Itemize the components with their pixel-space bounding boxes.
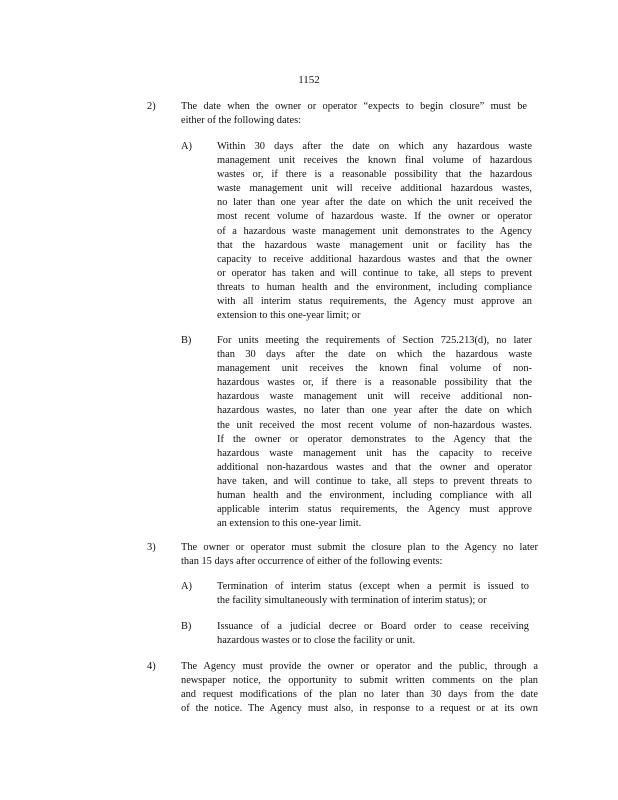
text-line: hazardous wastes, no later than one year after the date on which — [217, 405, 532, 417]
text-line: than 30 days after the date on which the hazardous waste — [217, 349, 532, 361]
text-line: capacity to receive additional hazardous wastes and that the owner — [217, 253, 532, 265]
text-line: Within 30 days after the date on which any hazardous waste — [217, 141, 532, 152]
item-number: 3) — [147, 542, 156, 553]
text-line: the facility simultaneously with termination of interim status); or — [217, 595, 487, 607]
item-number: 2) — [147, 101, 156, 112]
item-number: A) — [181, 141, 192, 152]
text-line: Termination of interim status (except when a permit is issued to — [217, 581, 529, 592]
text-line: The Agency must provide the owner or operator and the public, through a — [181, 661, 538, 672]
text-line: have taken, and will continue to take, all steps to prevent threats to — [217, 475, 532, 487]
text-line: hazardous wastes or to close the facility or unit. — [217, 635, 416, 647]
text-line: hazardous wastes or, if there is a reasonable possibility that the — [217, 377, 532, 389]
text-line: most recent volume of hazardous waste. If the owner or operator — [217, 211, 532, 223]
text-line: If the owner or operator demonstrates to the Agency that the — [217, 433, 532, 445]
item-number: A) — [181, 581, 192, 592]
text-line: newspaper notice, the opportunity to submit written comments on the plan — [181, 675, 538, 687]
text-line: hazardous waste management unit has the capacity to receive — [217, 447, 532, 459]
text-line: an extension to this one-year limit. — [217, 518, 362, 530]
item-number: B) — [181, 335, 192, 346]
page-number: 1152 — [298, 74, 320, 86]
text-line: waste management unit will receive additional hazardous wastes, — [217, 183, 532, 195]
text-line: extension to this one-year limit; or — [217, 310, 361, 322]
text-line: applicable interim status requirements, the Agency must approve — [217, 504, 532, 516]
text-line: with all interim status requirements, the Agency must approve an — [217, 296, 532, 308]
text-line: of a hazardous waste management unit demonstrates to the Agency — [217, 225, 532, 237]
text-line: For units meeting the requirements of Section 725.213(d), no later — [217, 335, 532, 346]
text-line: no later than one year after the date on which the unit received the — [217, 197, 532, 209]
item-number: B) — [181, 621, 192, 632]
text-line: than 15 days after occurrence of either of the following events: — [181, 556, 443, 568]
text-line: or operator has taken and will continue to take, all steps to prevent — [217, 267, 532, 279]
text-line: The date when the owner or operator “expects to begin closure” must be — [181, 101, 527, 112]
text-line: threats to human health and the environment, including compliance — [217, 281, 532, 293]
text-line: of the notice. The Agency must also, in response to a request or at its own — [181, 703, 538, 715]
text-line: additional non-hazardous wastes and that the owner and operator — [217, 461, 532, 473]
text-line: Issuance of a judicial decree or Board order to cease receiving — [217, 621, 529, 632]
text-line: wastes or, if there is a reasonable possibility that the hazardous — [217, 169, 532, 181]
text-line: and request modifications of the plan no later than 30 days from the date — [181, 689, 538, 701]
text-line: management unit receives the known final volume of non- — [217, 363, 532, 375]
text-line: either of the following dates: — [181, 115, 302, 127]
item-number: 4) — [147, 661, 156, 672]
text-line: The owner or operator must submit the closure plan to the Agency no later — [181, 542, 538, 553]
text-line: hazardous waste management unit will receive additional non- — [217, 391, 532, 403]
text-line: the unit received the most recent volume of non-hazardous wastes. — [217, 419, 532, 431]
text-line: that the hazardous waste management unit or facility has the — [217, 239, 532, 251]
text-line: management unit receives the known final volume of hazardous — [217, 155, 532, 167]
text-line: human health and the environment, including compliance with all — [217, 490, 532, 502]
